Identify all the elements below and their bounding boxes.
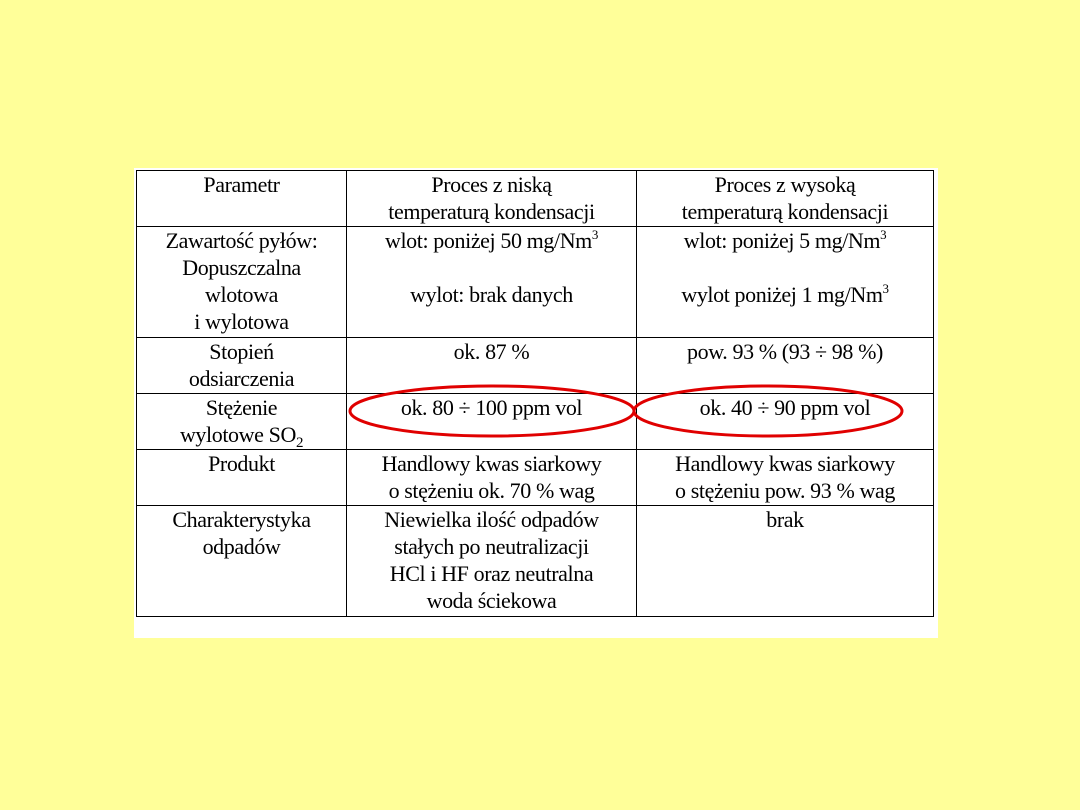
table-row-product	[137, 450, 934, 506]
product-high-temperature: Handlowy kwas siarkowy o stężeniu pow. 93 % wag	[637, 450, 934, 506]
desulfurization-parameter: Stopień odsiarczenia	[137, 338, 347, 394]
dust-parameter: Zawartość pyłów: Dopuszczalna wlotowa i wylotowa	[137, 227, 347, 338]
desulfurization-low-temperature: ok. 87 %	[347, 338, 637, 394]
concentration-parameter: Stężenie wylotowe $SO_2$	[137, 394, 347, 450]
dust-high-temperature: wlot: poniżej 5 mg/Nm$^3$ wylot poniżej 1 mg/Nm$^3$	[637, 227, 934, 338]
header-low-temperature: Proces z niską temperaturą kondensacji	[347, 171, 637, 227]
table-row-desulfurization	[137, 338, 934, 394]
waste-parameter: Charakterystyka odpadów	[137, 506, 347, 617]
header-high-temperature: Proces z wysoką temperaturą kondensacji	[637, 171, 934, 227]
product-low-temperature: Handlowy kwas siarkowy o stężeniu ok. 70 % wag	[347, 450, 637, 506]
product-parameter: Produkt	[137, 450, 347, 506]
comparison-table	[136, 170, 934, 617]
dust-low-temperature: wlot: poniżej 50 mg/Nm$^3$ wylot: brak danych	[347, 227, 637, 338]
table-row-header	[137, 171, 934, 227]
waste-low-temperature: Niewielka ilość odpadów stałych po neutralizacji HCl i HF oraz neutralna woda ściekowa	[347, 506, 637, 617]
table-row-so2-concentration	[137, 394, 934, 450]
concentration-low-temperature: ok. 80 ÷ 100 ppm vol	[347, 394, 637, 450]
header-parameter: Parametr	[137, 171, 347, 227]
desulfurization-high-temperature: pow. 93 % (93 ÷ 98 %)	[637, 338, 934, 394]
table-row-waste	[137, 506, 934, 617]
waste-high-temperature: brak	[637, 506, 934, 617]
concentration-high-temperature: ok. 40 ÷ 90 ppm vol	[637, 394, 934, 450]
table-row-dust	[137, 227, 934, 338]
